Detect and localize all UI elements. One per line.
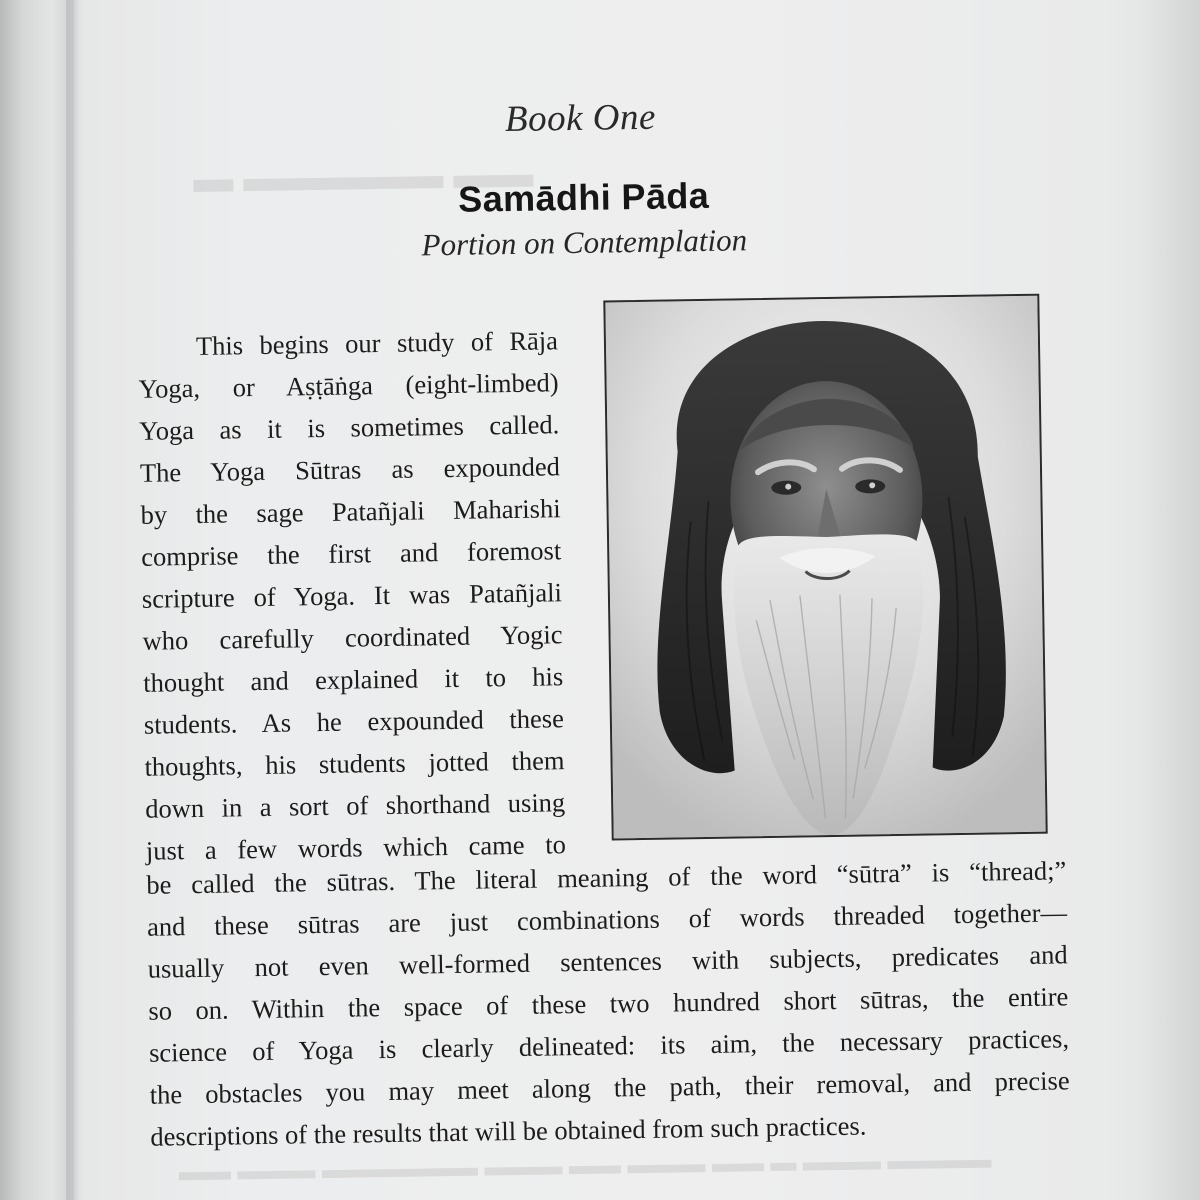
text-line: scripture of Yoga. It was Patañjali bbox=[141, 577, 563, 614]
text-line: just a few words which came to bbox=[145, 829, 567, 866]
text-line: down in a sort of shorthand using bbox=[144, 787, 566, 824]
book-label: Book One bbox=[504, 96, 657, 141]
text-line: by the sage Patañjali Maharishi bbox=[140, 493, 561, 530]
text-line: Yoga as it is sometimes called. bbox=[139, 409, 560, 446]
portrait-photo bbox=[605, 296, 1045, 839]
text-line: The Yoga Sūtras as expounded bbox=[139, 451, 561, 488]
facing-page-edge bbox=[0, 0, 74, 1200]
text-line: usually not even well-formed sentences with subjects, predicates and bbox=[147, 939, 1068, 984]
text-line: so on. Within the space of these two hundred short sūtras, the entire bbox=[148, 981, 1069, 1026]
paragraph-full-width-text bbox=[146, 849, 1071, 1157]
text-line: the obstacles you may meet along the path, their removal, and precise bbox=[149, 1065, 1070, 1110]
text-line: comprise the first and foremost bbox=[141, 535, 562, 572]
show-through-print-bottom: ▬▬ ▬▬▬ ▬▬▬▬▬▬ ▬▬▬ ▬▬ ▬▬▬ ▬▬ ▬ ▬▬▬ ▬▬▬▬ bbox=[178, 1144, 992, 1187]
text-line: thought and explained it to his bbox=[143, 661, 564, 698]
text-line: Yoga, or Aṣṭāṅga (eight-limbed) bbox=[138, 367, 559, 404]
author-portrait bbox=[603, 294, 1047, 841]
show-through-print: ▬ ▬▬▬▬▬ ▬▬ bbox=[192, 150, 534, 201]
book-page bbox=[71, 0, 1150, 1200]
text-line: students. As he expounded these bbox=[143, 703, 565, 740]
text-line: science of Yoga is clearly delineated: its aim, the necessary practices, bbox=[148, 1023, 1070, 1068]
paragraph-wrapped-text bbox=[138, 319, 567, 872]
text-line: and these sūtras are just combinations of words threaded together— bbox=[146, 897, 1068, 942]
text-line: thoughts, his students jotted them bbox=[144, 745, 565, 782]
text-line: This begins our study of Rāja bbox=[195, 325, 559, 361]
chapter-title: Samādhi Pāda bbox=[457, 174, 710, 220]
text-line: who carefully coordinated Yogic bbox=[142, 619, 563, 656]
text-line: descriptions of the results that will be obtained from such practices. bbox=[150, 1110, 867, 1152]
chapter-subtitle: Portion on Contemplation bbox=[421, 222, 748, 263]
text-line: be called the sūtras. The literal meaning of the word “sūtra” is “thread;” bbox=[146, 855, 1067, 900]
